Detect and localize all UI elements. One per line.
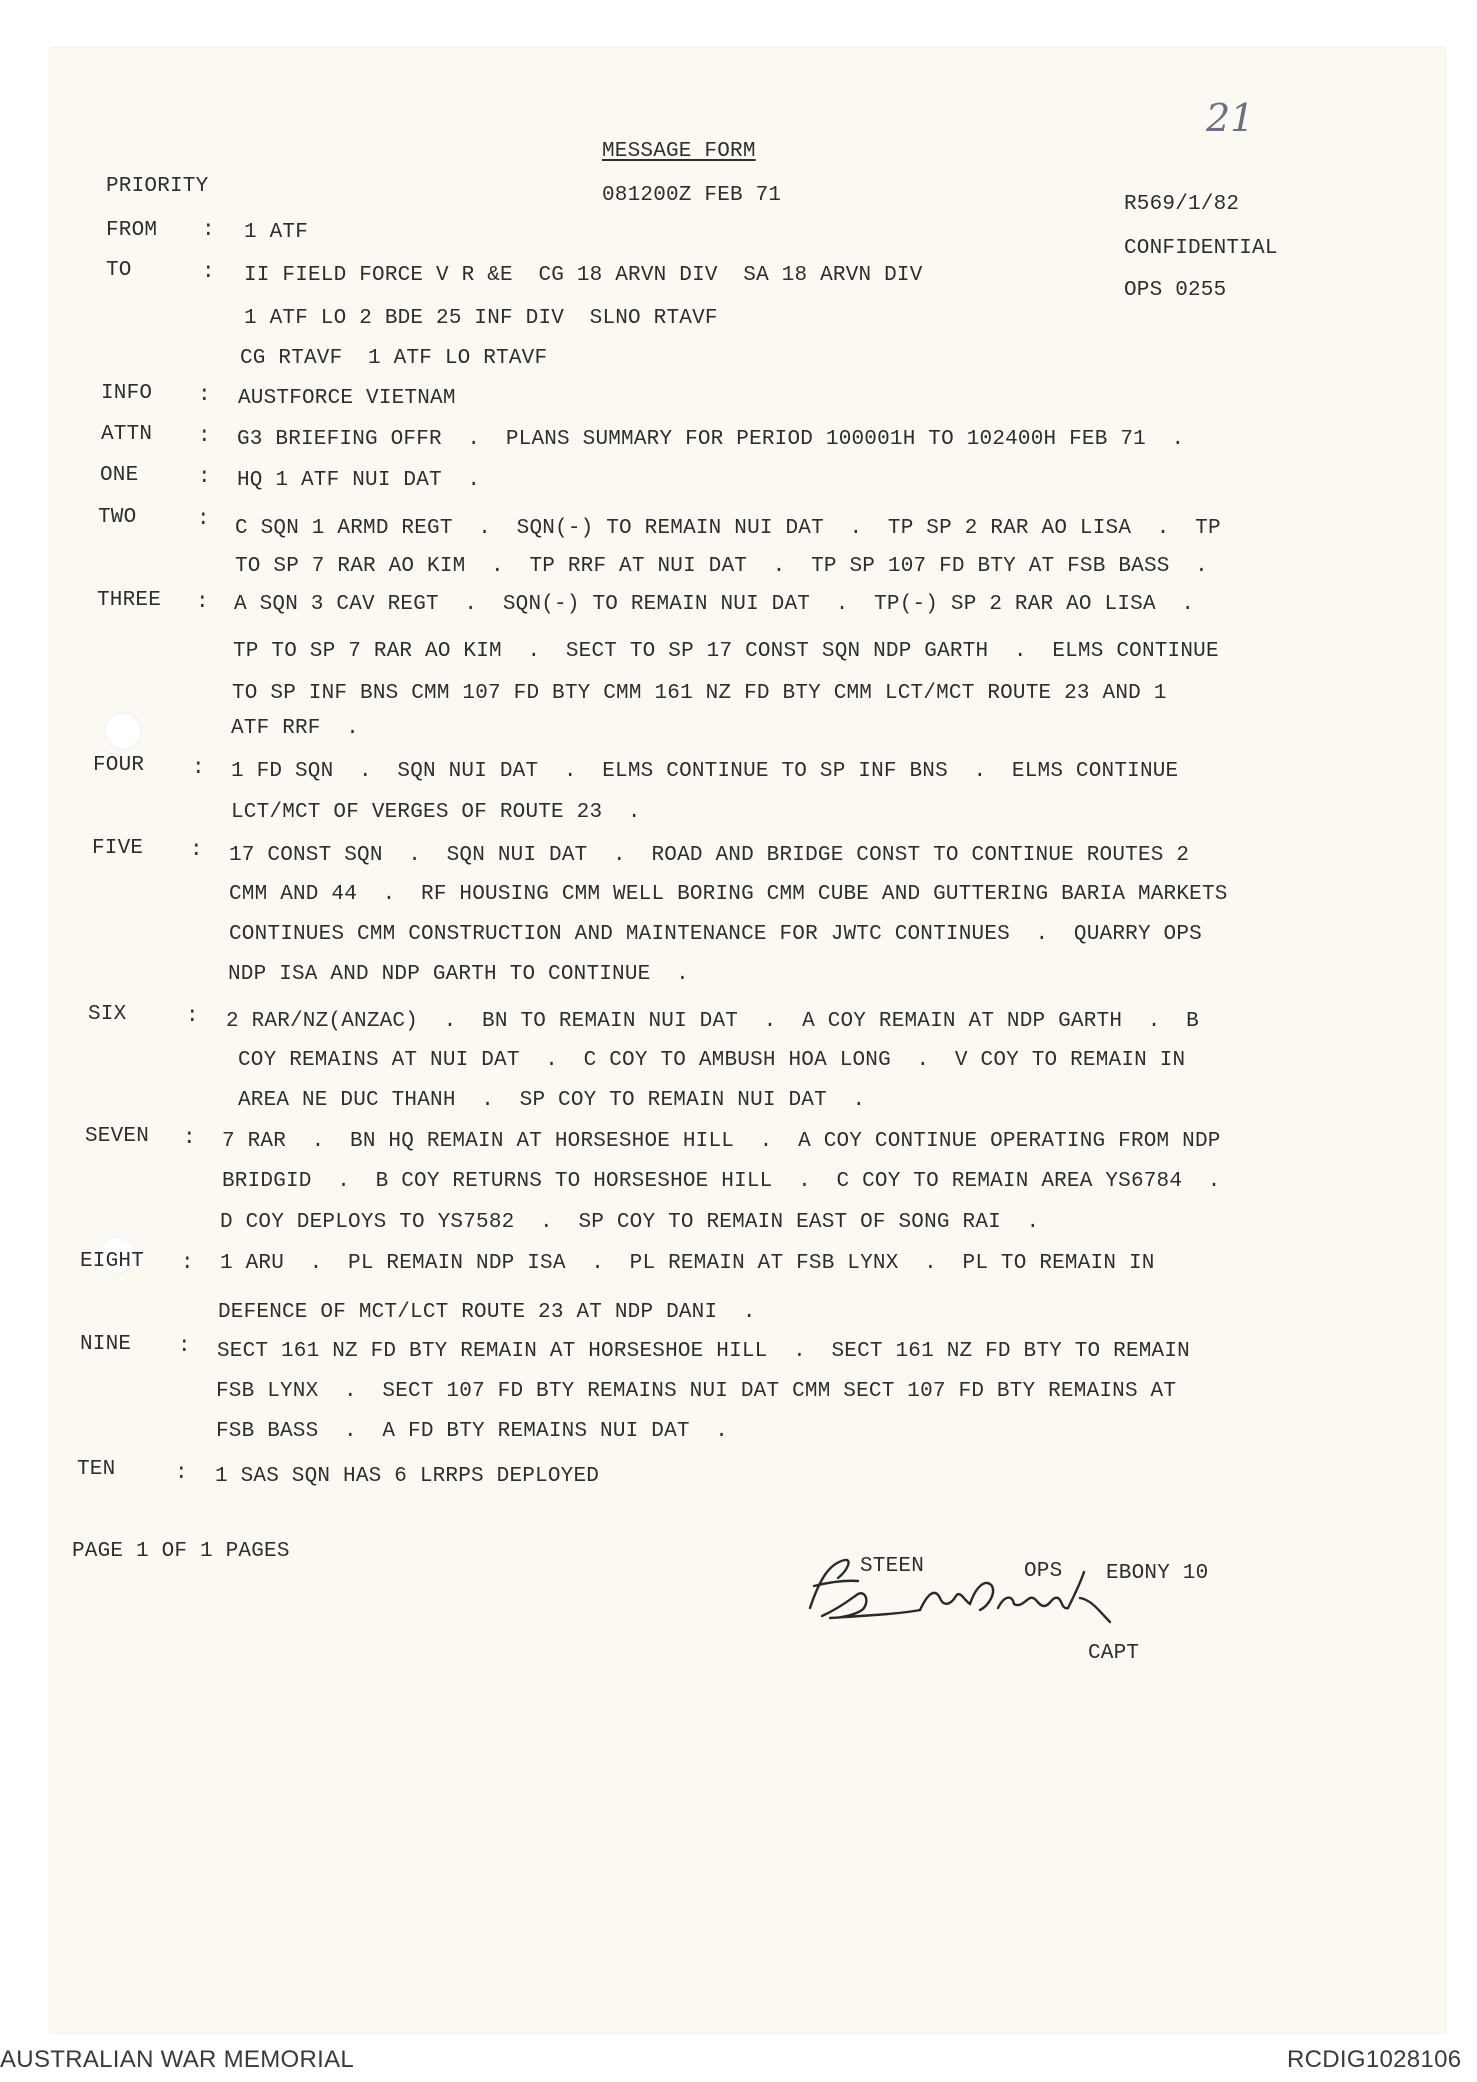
para-nine-line: FSB BASS . A FD BTY REMAINS NUI DAT .: [216, 1420, 729, 1443]
para-colon: :: [175, 1462, 188, 1485]
classification: CONFIDENTIAL: [1124, 237, 1278, 260]
para-nine-line: SECT 161 NZ FD BTY REMAIN AT HORSESHOE HILL . SECT 161 NZ FD BTY TO REMAIN: [217, 1340, 1190, 1363]
para-five-line: CONTINUES CMM CONSTRUCTION AND MAINTENANCE FOR JWTC CONTINUES . QUARRY OPS: [229, 923, 1202, 946]
para-three-line: TO SP INF BNS CMM 107 FD BTY CMM 161 NZ FD BTY CMM LCT/MCT ROUTE 23 AND 1: [232, 682, 1167, 705]
para-colon: :: [186, 1005, 199, 1028]
to-colon: :: [202, 261, 215, 284]
para-colon: :: [190, 839, 203, 862]
para-label-seven: SEVEN: [85, 1125, 150, 1148]
para-two-line: C SQN 1 ARMD REGT . SQN(-) TO REMAIN NUI DAT . TP SP 2 RAR AO LISA . TP: [235, 517, 1221, 540]
para-one-line: HQ 1 ATF NUI DAT .: [237, 469, 481, 492]
para-colon: :: [183, 1127, 196, 1150]
form-title: MESSAGE FORM: [602, 140, 756, 163]
para-label-eight: EIGHT: [80, 1250, 145, 1273]
para-four-line: 1 FD SQN . SQN NUI DAT . ELMS CONTINUE TO SP INF BNS . ELMS CONTINUE: [231, 760, 1179, 783]
from-label: FROM: [106, 219, 158, 242]
para-two-line: TO SP 7 RAR AO KIM . TP RRF AT NUI DAT . TP SP 107 FD BTY AT FSB BASS .: [235, 555, 1208, 578]
attn-value: G3 BRIEFING OFFR . PLANS SUMMARY FOR PERIOD 100001H TO 102400H FEB 71 .: [237, 428, 1185, 451]
para-five-line: NDP ISA AND NDP GARTH TO CONTINUE .: [228, 963, 689, 986]
para-five-line: CMM AND 44 . RF HOUSING CMM WELL BORING CMM CUBE AND GUTTERING BARIA MARKETS: [229, 883, 1228, 906]
archive-item-id: RCDIG1028106: [1287, 2046, 1462, 2073]
para-six-line: AREA NE DUC THANH . SP COY TO REMAIN NUI DAT .: [238, 1089, 866, 1112]
info-colon: :: [198, 384, 211, 407]
para-label-five: FIVE: [92, 837, 144, 860]
para-seven-line: 7 RAR . BN HQ REMAIN AT HORSESHOE HILL . A COY CONTINUE OPERATING FROM NDP: [222, 1130, 1221, 1153]
attn-label: ATTN: [101, 423, 153, 446]
ops-number: OPS 0255: [1124, 279, 1227, 302]
signer-callsign: EBONY 10: [1106, 1562, 1209, 1585]
para-label-four: FOUR: [93, 754, 145, 777]
from-value: 1 ATF: [244, 221, 309, 244]
to-line: 1 ATF LO 2 BDE 25 INF DIV SLNO RTAVF: [244, 307, 718, 330]
para-four-line: LCT/MCT OF VERGES OF ROUTE 23 .: [231, 801, 641, 824]
page-count: PAGE 1 OF 1 PAGES: [72, 1540, 290, 1563]
para-ten-line: 1 SAS SQN HAS 6 LRRPS DEPLOYED: [215, 1465, 600, 1488]
para-eight-line: 1 ARU . PL REMAIN NDP ISA . PL REMAIN AT FSB LYNX . PL TO REMAIN IN: [220, 1252, 1155, 1275]
para-label-two: TWO: [98, 506, 137, 529]
punch-hole-upper: [104, 712, 142, 750]
para-label-six: SIX: [88, 1003, 127, 1026]
para-colon: :: [196, 591, 209, 614]
para-label-three: THREE: [97, 589, 162, 612]
para-eight-line: DEFENCE OF MCT/LCT ROUTE 23 AT NDP DANI .: [218, 1301, 756, 1324]
para-three-line: A SQN 3 CAV REGT . SQN(-) TO REMAIN NUI DAT . TP(-) SP 2 RAR AO LISA .: [234, 593, 1195, 616]
para-seven-line: BRIDGID . B COY RETURNS TO HORSESHOE HILL . C COY TO REMAIN AREA YS6784 .: [222, 1170, 1221, 1193]
info-label: INFO: [101, 382, 153, 405]
para-seven-line: D COY DEPLOYS TO YS7582 . SP COY TO REMAIN EAST OF SONG RAI .: [220, 1211, 1040, 1234]
from-colon: :: [202, 219, 215, 242]
reference-number: R569/1/82: [1124, 193, 1240, 216]
para-nine-line: FSB LYNX . SECT 107 FD BTY REMAINS NUI DAT CMM SECT 107 FD BTY REMAINS AT: [216, 1380, 1177, 1403]
para-five-line: 17 CONST SQN . SQN NUI DAT . ROAD AND BRIDGE CONST TO CONTINUE ROUTES 2: [229, 844, 1190, 867]
to-line: II FIELD FORCE V R &E CG 18 ARVN DIV SA 18 ARVN DIV: [244, 264, 923, 287]
date-time-group: 081200Z FEB 71: [602, 184, 782, 207]
document-page: [50, 48, 1445, 2033]
signer-branch: OPS: [1024, 1560, 1063, 1583]
para-colon: :: [197, 508, 210, 531]
priority-label: PRIORITY: [106, 175, 209, 198]
para-colon: :: [198, 466, 211, 489]
attn-colon: :: [198, 425, 211, 448]
to-label: TO: [106, 259, 132, 282]
para-three-line: ATF RRF .: [231, 717, 360, 740]
info-value: AUSTFORCE VIETNAM: [238, 387, 456, 410]
para-colon: :: [192, 757, 205, 780]
para-six-line: COY REMAINS AT NUI DAT . C COY TO AMBUSH HOA LONG . V COY TO REMAIN IN: [238, 1049, 1186, 1072]
para-colon: :: [178, 1335, 191, 1358]
para-label-one: ONE: [100, 464, 139, 487]
para-label-nine: NINE: [80, 1333, 132, 1356]
signer-rank: CAPT: [1088, 1642, 1140, 1665]
signer-name: STEEN: [860, 1555, 925, 1578]
para-colon: :: [181, 1252, 194, 1275]
handwritten-page-number: 21: [1206, 96, 1255, 140]
to-line: CG RTAVF 1 ATF LO RTAVF: [240, 347, 548, 370]
para-six-line: 2 RAR/NZ(ANZAC) . BN TO REMAIN NUI DAT . A COY REMAIN AT NDP GARTH . B: [226, 1010, 1199, 1033]
para-label-ten: TEN: [77, 1458, 116, 1481]
archive-institution: AUSTRALIAN WAR MEMORIAL: [0, 2046, 355, 2073]
para-three-line: TP TO SP 7 RAR AO KIM . SECT TO SP 17 CONST SQN NDP GARTH . ELMS CONTINUE: [233, 640, 1219, 663]
handwritten-signature: [800, 1548, 1130, 1638]
